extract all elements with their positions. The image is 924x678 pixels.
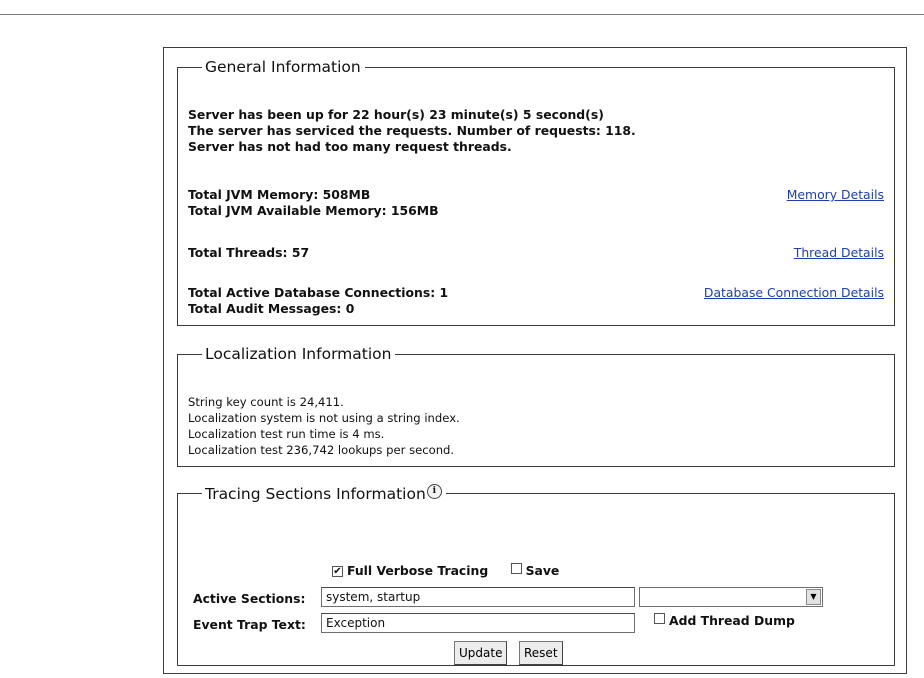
total-threads-text: Total Threads: 57 <box>188 245 310 260</box>
server-status-panel <box>163 47 907 674</box>
tracing-sections-legend <box>202 484 446 503</box>
general-status-lines <box>188 107 636 155</box>
save-checkbox[interactable] <box>511 563 522 574</box>
tracing-sections-section <box>177 484 895 666</box>
localization-information-section <box>177 345 895 467</box>
tracing-options-row <box>332 563 559 578</box>
localization-line: Localization test run time is 4 ms. <box>188 427 385 441</box>
database-connection-details-link[interactable]: Database Connection Details <box>703 285 884 300</box>
uptime-text: Server has been up for 22 hour(s) 23 minute(s) 5 second(s) <box>188 107 604 122</box>
memory-details-link[interactable]: Memory Details <box>786 187 884 202</box>
localization-line: Localization system is not using a string index. <box>188 411 460 425</box>
tracing-legend-text: Tracing Sections Information <box>205 485 426 503</box>
jvm-memory-text: Total JVM Memory: 508MB <box>188 187 371 202</box>
reset-button[interactable]: Reset <box>519 641 563 665</box>
active-sections-label: Active Sections: <box>193 591 306 606</box>
localization-line: Localization test 236,742 lookups per second. <box>188 443 455 457</box>
db-connections-text: Total Active Database Connections: 1 <box>188 285 449 300</box>
save-label: Save <box>525 563 560 578</box>
memory-row <box>188 187 884 221</box>
threads-status-text: Server has not had too many request threads. <box>188 139 512 154</box>
localization-line: String key count is 24,411. <box>188 395 344 409</box>
event-trap-label: Event Trap Text: <box>193 617 306 632</box>
jvm-available-memory-text: Total JVM Available Memory: 156MB <box>188 203 439 218</box>
requests-text: The server has serviced the requests. Number of requests: 118. <box>188 123 636 138</box>
sections-select[interactable] <box>639 587 823 607</box>
full-verbose-label: Full Verbose Tracing <box>347 563 489 578</box>
threads-row <box>188 245 884 279</box>
full-verbose-checkbox[interactable]: ✔ <box>333 566 342 577</box>
top-divider <box>0 14 924 15</box>
event-trap-input[interactable] <box>321 613 635 633</box>
chevron-down-icon[interactable]: ▼ <box>806 589 821 605</box>
save-option[interactable] <box>511 563 560 578</box>
full-verbose-option[interactable] <box>332 563 488 578</box>
audit-messages-text: Total Audit Messages: 0 <box>188 301 355 316</box>
thread-details-link[interactable]: Thread Details <box>793 245 884 260</box>
update-button[interactable]: Update <box>454 641 507 665</box>
info-icon[interactable]: i <box>427 484 442 499</box>
localization-information-legend: Localization Information <box>205 345 392 363</box>
localization-lines <box>188 394 460 458</box>
active-sections-input[interactable] <box>321 587 635 607</box>
thread-dump-checkbox[interactable] <box>654 613 665 624</box>
database-row <box>188 285 884 319</box>
thread-dump-option[interactable] <box>654 613 795 628</box>
general-information-section <box>177 58 895 326</box>
general-information-legend: General Information <box>205 58 361 76</box>
thread-dump-label: Add Thread Dump <box>669 613 795 628</box>
